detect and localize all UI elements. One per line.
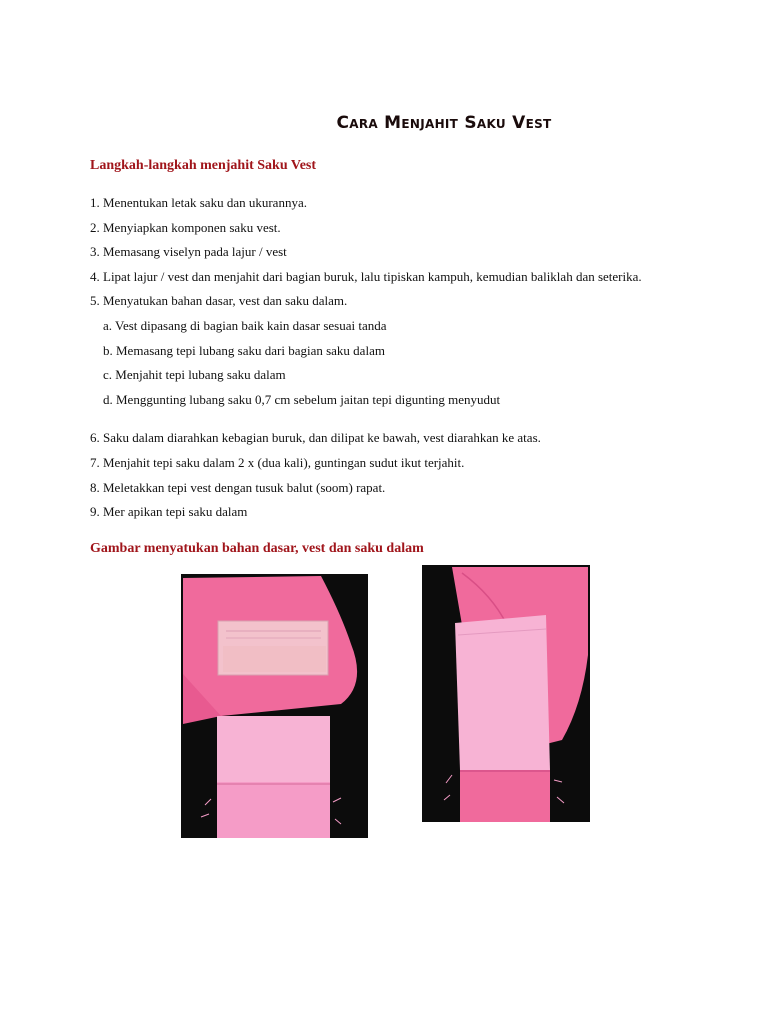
- list-spacer: [90, 412, 642, 426]
- step-item: 9. Mer apikan tepi saku dalam: [90, 504, 248, 520]
- document-title: Cara Menjahit Saku Vest: [336, 113, 552, 133]
- step-item: 1. Menentukan letak saku dan ukurannya.: [90, 195, 307, 210]
- substep-item: c. Menjahit tepi lubang saku dalam: [103, 367, 286, 383]
- substep-item: b. Memasang tepi lubang saku dari bagian saku dalam: [103, 342, 385, 358]
- steps-list: [90, 191, 642, 525]
- step-item: 8. Meletakkan tepi vest dengan tusuk balut (soom) rapat.: [90, 479, 386, 495]
- step-item: 6. Saku dalam diarahkan kebagian buruk, dan dilipat ke bawah, vest diarahkan ke atas.: [90, 430, 541, 446]
- step-item: 5. Menyatukan bahan dasar, vest dan saku dalam.: [90, 293, 348, 309]
- substep-item: a. Vest dipasang di bagian baik kain dasar sesuai tanda: [103, 317, 387, 333]
- steps-heading: Langkah-langkah menjahit Saku Vest: [90, 158, 317, 173]
- pocket-photo-back: [422, 565, 590, 822]
- step-item: 2. Menyiapkan komponen saku vest.: [90, 219, 281, 235]
- step-item: 3. Memasang viselyn pada lajur / vest: [90, 244, 287, 260]
- pocket-photo-front: [181, 574, 368, 838]
- step-item: 4. Lipat lajur / vest dan menjahit dari bagian buruk, lalu tipiskan kampuh, kemudian baliklah dan seterika.: [90, 268, 642, 284]
- substep-item: d. Menggunting lubang saku 0,7 cm sebelum jaitan tepi digunting menyudut: [103, 391, 501, 407]
- step-item: 7. Menjahit tepi saku dalam 2 x (dua kali), guntingan sudut ikut terjahit.: [90, 454, 465, 470]
- figure-heading: Gambar menyatukan bahan dasar, vest dan saku dalam: [90, 541, 424, 556]
